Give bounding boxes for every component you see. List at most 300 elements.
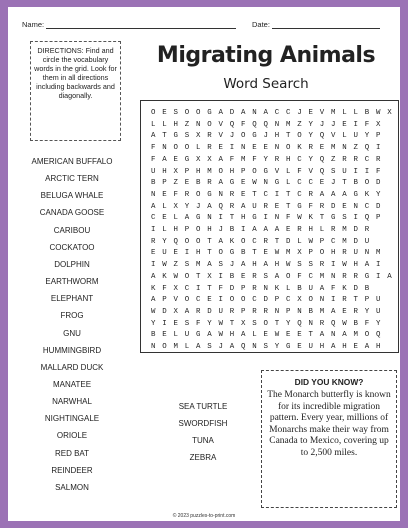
grid-letter[interactable]: N (263, 284, 268, 293)
grid-letter[interactable]: C (274, 109, 280, 117)
grid-letter[interactable]: S (173, 109, 178, 117)
grid-letter[interactable]: H (195, 167, 201, 176)
grid-letter[interactable]: M (342, 226, 347, 234)
grid-letter[interactable]: O (364, 179, 370, 188)
grid-letter[interactable]: N (364, 249, 370, 258)
grid-letter[interactable]: C (184, 284, 190, 293)
grid-letter[interactable]: R (229, 202, 235, 211)
grid-letter[interactable]: I (353, 167, 358, 176)
grid-letter[interactable]: V (218, 132, 223, 141)
grid-letter[interactable]: R (342, 296, 347, 305)
grid-letter[interactable]: W (252, 179, 257, 188)
grid-letter[interactable]: N (263, 179, 268, 188)
grid-letter[interactable]: L (342, 132, 347, 141)
grid-letter[interactable]: E (173, 155, 178, 164)
grid-letter[interactable]: H (173, 226, 178, 234)
grid-letter[interactable]: G (330, 214, 336, 223)
grid-letter[interactable]: F (240, 120, 246, 129)
grid-letter[interactable]: E (240, 179, 246, 188)
grid-letter[interactable]: Q (375, 331, 381, 340)
grid-letter[interactable]: J (218, 343, 223, 351)
grid-letter[interactable]: L (297, 237, 302, 246)
grid-letter[interactable]: T (207, 249, 212, 258)
grid-letter[interactable]: E (342, 120, 347, 129)
grid-letter[interactable]: X (207, 155, 212, 164)
grid-letter[interactable]: G (173, 132, 178, 141)
grid-letter[interactable]: G (364, 272, 370, 281)
grid-letter[interactable]: T (342, 179, 347, 188)
grid-letter[interactable]: F (297, 272, 302, 281)
grid-letter[interactable]: H (207, 226, 212, 234)
grid-letter[interactable]: R (342, 249, 347, 258)
grid-letter[interactable]: T (207, 284, 212, 293)
grid-letter[interactable]: A (387, 272, 392, 281)
grid-letter[interactable]: I (218, 272, 223, 281)
grid-letter[interactable]: C (150, 214, 156, 223)
grid-letter[interactable]: F (150, 144, 156, 153)
grid-letter[interactable]: A (342, 190, 347, 199)
grid-letter[interactable]: X (173, 167, 178, 176)
grid-letter[interactable]: N (330, 331, 336, 340)
grid-letter[interactable]: F (218, 284, 223, 293)
grid-letter[interactable]: G (207, 109, 212, 117)
grid-letter[interactable]: Q (229, 120, 235, 129)
grid-letter[interactable]: A (319, 190, 325, 199)
grid-letter[interactable]: H (274, 132, 280, 141)
grid-letter[interactable]: A (330, 307, 336, 316)
grid-letter[interactable]: X (173, 284, 178, 293)
grid-letter[interactable]: O (195, 190, 201, 199)
grid-letter[interactable]: H (375, 343, 381, 351)
grid-letter[interactable]: F (330, 284, 336, 293)
date-field[interactable] (252, 20, 380, 29)
grid-letter[interactable]: R (252, 284, 257, 293)
grid-letter[interactable]: E (319, 144, 325, 153)
grid-letter[interactable]: U (162, 249, 167, 258)
grid-letter[interactable]: A (274, 226, 280, 234)
grid-letter[interactable]: V (173, 296, 178, 305)
grid-letter[interactable]: V (330, 132, 336, 141)
grid-letter[interactable]: J (229, 132, 235, 141)
grid-letter[interactable]: F (375, 167, 381, 176)
grid-letter[interactable]: E (263, 144, 268, 153)
grid-letter[interactable]: N (218, 190, 223, 199)
grid-letter[interactable]: F (173, 190, 178, 199)
grid-letter[interactable]: F (285, 214, 291, 223)
grid-letter[interactable]: L (162, 202, 167, 211)
grid-letter[interactable]: E (240, 190, 246, 199)
grid-letter[interactable]: U (353, 132, 358, 141)
grid-letter[interactable]: E (162, 190, 167, 199)
grid-letter[interactable]: G (285, 343, 291, 351)
grid-letter[interactable]: A (218, 179, 223, 188)
grid-letter[interactable]: Q (173, 237, 178, 246)
grid-letter[interactable]: F (150, 155, 156, 164)
grid-letter[interactable]: A (240, 261, 246, 270)
grid-letter[interactable]: Q (252, 120, 257, 129)
grid-letter[interactable]: N (150, 190, 156, 199)
grid-letter[interactable]: B (150, 179, 156, 188)
grid-letter[interactable]: O (173, 144, 178, 153)
grid-letter[interactable]: N (342, 144, 347, 153)
grid-letter[interactable]: F (308, 202, 313, 211)
grid-letter[interactable]: E (308, 109, 313, 117)
grid-letter[interactable]: Z (353, 144, 358, 153)
grid-letter[interactable]: A (319, 331, 325, 340)
grid-letter[interactable]: N (274, 120, 280, 129)
grid-letter[interactable]: T (274, 319, 280, 328)
grid-letter[interactable]: U (150, 167, 156, 176)
grid-letter[interactable]: Y (308, 120, 313, 129)
grid-letter[interactable]: G (229, 179, 235, 188)
grid-letter[interactable]: I (162, 319, 167, 328)
grid-letter[interactable]: H (162, 167, 167, 176)
grid-letter[interactable]: D (162, 307, 167, 316)
grid-letter[interactable]: X (173, 202, 178, 211)
grid-letter[interactable]: G (184, 155, 190, 164)
grid-letter[interactable]: C (263, 190, 268, 199)
grid-letter[interactable]: I (375, 261, 381, 270)
grid-letter[interactable]: Y (308, 132, 313, 141)
grid-letter[interactable]: T (308, 331, 313, 340)
grid-letter[interactable]: T (353, 296, 358, 305)
grid-letter[interactable]: E (218, 144, 223, 153)
grid-letter[interactable]: I (330, 261, 336, 270)
grid-letter[interactable]: C (308, 179, 313, 188)
grid-letter[interactable]: X (387, 109, 392, 117)
grid-letter[interactable]: R (195, 307, 201, 316)
grid-letter[interactable]: R (184, 190, 190, 199)
grid-letter[interactable]: U (308, 343, 313, 351)
grid-letter[interactable]: C (252, 237, 257, 246)
grid-letter[interactable]: U (218, 307, 223, 316)
grid-letter[interactable]: P (184, 167, 190, 176)
grid-letter[interactable]: E (285, 331, 291, 340)
grid-letter[interactable]: A (263, 109, 268, 117)
grid-letter[interactable]: A (342, 331, 347, 340)
grid-letter[interactable]: L (195, 144, 201, 153)
grid-letter[interactable]: P (162, 179, 167, 188)
grid-letter[interactable]: W (285, 261, 291, 270)
grid-letter[interactable]: E (162, 331, 167, 340)
grid-letter[interactable]: A (150, 272, 156, 281)
grid-letter[interactable]: F (364, 120, 370, 129)
grid-letter[interactable]: O (218, 249, 223, 258)
grid-letter[interactable]: O (207, 120, 212, 129)
grid-letter[interactable]: G (195, 331, 201, 340)
grid-letter[interactable]: N (353, 202, 358, 211)
grid-letter[interactable]: K (274, 284, 280, 293)
grid-letter[interactable]: N (240, 144, 246, 153)
grid-letter[interactable]: B (297, 284, 302, 293)
grid-letter[interactable]: P (319, 237, 325, 246)
grid-letter[interactable]: V (274, 167, 280, 176)
grid-letter[interactable]: Q (319, 132, 325, 141)
grid-letter[interactable]: D (375, 179, 381, 188)
grid-letter[interactable]: B (353, 319, 358, 328)
grid-letter[interactable]: R (263, 237, 268, 246)
grid-letter[interactable]: P (375, 132, 381, 141)
grid-letter[interactable]: R (319, 319, 325, 328)
grid-letter[interactable]: E (263, 331, 268, 340)
grid-letter[interactable]: R (229, 190, 235, 199)
grid-letter[interactable]: R (330, 226, 336, 234)
grid-letter[interactable]: M (319, 272, 325, 281)
grid-letter[interactable]: U (364, 237, 370, 246)
grid-letter[interactable]: A (150, 296, 156, 305)
grid-letter[interactable]: M (285, 249, 291, 258)
grid-letter[interactable]: R (375, 155, 381, 164)
grid-letter[interactable]: O (285, 144, 291, 153)
grid-letter[interactable]: C (308, 272, 313, 281)
grid-letter[interactable]: I (263, 214, 268, 223)
grid-letter[interactable]: U (252, 202, 257, 211)
grid-letter[interactable]: R (252, 272, 257, 281)
grid-letter[interactable]: R (342, 155, 347, 164)
grid-letter[interactable]: K (308, 214, 313, 223)
grid-letter[interactable]: J (263, 132, 268, 141)
grid-letter[interactable]: V (308, 167, 313, 176)
grid-letter[interactable]: S (218, 261, 223, 270)
grid-letter[interactable]: C (252, 296, 257, 305)
grid-letter[interactable]: H (229, 331, 235, 340)
grid-letter[interactable]: E (162, 109, 167, 117)
name-field[interactable] (22, 20, 236, 29)
grid-letter[interactable]: D (263, 296, 268, 305)
grid-letter[interactable]: A (195, 343, 201, 351)
grid-letter[interactable]: Y (375, 319, 381, 328)
grid-letter[interactable]: A (207, 331, 212, 340)
grid-letter[interactable]: R (353, 272, 358, 281)
grid-letter[interactable]: C (297, 179, 302, 188)
grid-letter[interactable]: F (162, 284, 167, 293)
grid-letter[interactable]: L (184, 343, 190, 351)
grid-letter[interactable]: Q (364, 144, 370, 153)
grid-letter[interactable]: B (195, 179, 201, 188)
grid-letter[interactable]: F (229, 155, 235, 164)
grid-letter[interactable]: O (218, 167, 223, 176)
grid-letter[interactable]: O (364, 331, 370, 340)
grid-letter[interactable]: Q (240, 343, 246, 351)
grid-letter[interactable]: G (195, 214, 201, 223)
grid-letter[interactable]: H (330, 249, 336, 258)
grid-letter[interactable]: T (285, 190, 291, 199)
grid-letter[interactable]: D (229, 284, 235, 293)
grid-letter[interactable]: W (297, 214, 302, 223)
grid-letter[interactable]: G (297, 202, 302, 211)
grid-letter[interactable]: R (308, 190, 313, 199)
grid-letter[interactable]: R (263, 202, 268, 211)
grid-letter[interactable]: G (274, 179, 280, 188)
grid-letter[interactable]: C (285, 109, 291, 117)
grid-letter[interactable]: D (353, 226, 358, 234)
grid-letter[interactable]: O (162, 343, 167, 351)
grid-letter[interactable]: O (308, 296, 313, 305)
grid-letter[interactable]: K (162, 272, 167, 281)
grid-letter[interactable]: I (330, 296, 336, 305)
grid-letter[interactable]: A (263, 261, 268, 270)
grid-letter[interactable]: W (218, 331, 223, 340)
grid-letter[interactable]: E (240, 272, 246, 281)
grid-letter[interactable]: F (297, 167, 302, 176)
grid-letter[interactable]: L (173, 214, 178, 223)
grid-letter[interactable]: C (195, 296, 201, 305)
grid-letter[interactable]: H (342, 343, 347, 351)
grid-letter[interactable]: C (364, 155, 370, 164)
grid-letter[interactable]: D (207, 307, 212, 316)
grid-letter[interactable]: N (150, 343, 156, 351)
grid-letter[interactable]: N (252, 109, 257, 117)
grid-letter[interactable]: C (297, 155, 302, 164)
grid-letter[interactable]: C (330, 237, 336, 246)
grid-letter[interactable]: P (162, 296, 167, 305)
grid-letter[interactable]: O (195, 226, 201, 234)
grid-letter[interactable]: Y (364, 132, 370, 141)
grid-letter[interactable]: J (297, 109, 302, 117)
grid-letter[interactable]: Q (319, 167, 325, 176)
grid-letter[interactable]: A (330, 190, 336, 199)
grid-letter[interactable]: E (353, 343, 358, 351)
grid-letter[interactable]: I (353, 120, 358, 129)
grid-letter[interactable]: I (218, 296, 223, 305)
grid-letter[interactable]: J (218, 226, 223, 234)
grid-letter[interactable]: S (184, 132, 190, 141)
grid-letter[interactable]: F (364, 319, 370, 328)
grid-letter[interactable]: C (297, 190, 302, 199)
grid-letter[interactable]: K (297, 144, 302, 153)
grid-letter[interactable]: D (330, 202, 336, 211)
grid-letter[interactable]: Q (319, 155, 325, 164)
grid-letter[interactable]: R (353, 307, 358, 316)
grid-letter[interactable]: T (252, 249, 257, 258)
grid-letter[interactable]: K (150, 284, 156, 293)
grid-letter[interactable]: M (173, 343, 178, 351)
grid-letter[interactable]: N (195, 120, 201, 129)
grid-letter[interactable]: O (184, 272, 190, 281)
grid-letter[interactable]: W (342, 261, 347, 270)
grid-letter[interactable]: L (173, 331, 178, 340)
grid-letter[interactable]: O (184, 144, 190, 153)
grid-letter[interactable]: H (229, 167, 235, 176)
grid-letter[interactable]: E (150, 249, 156, 258)
grid-letter[interactable]: A (184, 307, 190, 316)
grid-letter[interactable]: E (297, 343, 302, 351)
grid-letter[interactable]: D (353, 284, 358, 293)
grid-letter[interactable]: I (184, 249, 190, 258)
grid-letter[interactable]: T (285, 132, 291, 141)
grid-letter[interactable]: N (330, 272, 336, 281)
grid-letter[interactable]: W (218, 319, 223, 328)
grid-letter[interactable]: O (184, 237, 190, 246)
grid-letter[interactable]: A (184, 214, 190, 223)
grid-letter[interactable]: R (319, 261, 325, 270)
grid-letter[interactable]: Q (263, 120, 268, 129)
grid-letter[interactable]: N (207, 214, 212, 223)
grid-letter[interactable]: L (342, 109, 347, 117)
grid-letter[interactable]: D (375, 202, 381, 211)
grid-letter[interactable]: D (353, 237, 358, 246)
grid-letter[interactable]: Y (364, 307, 370, 316)
grid-letter[interactable]: Y (150, 319, 156, 328)
grid-letter[interactable]: O (297, 132, 302, 141)
grid-letter[interactable]: R (207, 179, 212, 188)
grid-letter[interactable]: R (252, 307, 257, 316)
grid-letter[interactable]: S (184, 261, 190, 270)
grid-letter[interactable]: Z (173, 261, 178, 270)
grid-letter[interactable]: G (353, 190, 358, 199)
grid-letter[interactable]: K (342, 284, 347, 293)
grid-letter[interactable]: X (207, 272, 212, 281)
grid-letter[interactable]: A (229, 343, 235, 351)
grid-letter[interactable]: A (274, 272, 280, 281)
grid-letter[interactable]: R (297, 226, 302, 234)
grid-letter[interactable]: W (150, 307, 156, 316)
grid-letter[interactable]: L (150, 120, 156, 129)
grid-letter[interactable]: R (207, 132, 212, 141)
grid-letter[interactable]: A (252, 226, 257, 234)
grid-letter[interactable]: G (252, 214, 257, 223)
grid-letter[interactable]: A (364, 343, 370, 351)
grid-letter[interactable]: R (150, 237, 156, 246)
grid-letter[interactable]: U (375, 296, 381, 305)
grid-letter[interactable]: I (353, 214, 358, 223)
grid-letter[interactable]: K (229, 237, 235, 246)
grid-letter[interactable]: S (263, 272, 268, 281)
grid-letter[interactable]: N (274, 214, 280, 223)
grid-letter[interactable]: O (285, 272, 291, 281)
grid-letter[interactable]: A (207, 261, 212, 270)
grid-letter[interactable]: P (240, 307, 246, 316)
grid-letter[interactable]: U (184, 331, 190, 340)
grid-letter[interactable]: B (364, 109, 370, 117)
grid-letter[interactable]: W (375, 109, 381, 117)
grid-letter[interactable]: E (162, 214, 167, 223)
grid-letter[interactable]: A (218, 109, 223, 117)
grid-letter[interactable]: D (285, 237, 291, 246)
grid-letter[interactable]: Q (297, 319, 302, 328)
grid-letter[interactable]: M (285, 120, 291, 129)
grid-letter[interactable]: B (364, 284, 370, 293)
grid-letter[interactable]: Y (308, 155, 313, 164)
grid-letter[interactable]: T (195, 272, 201, 281)
grid-letter[interactable]: B (150, 331, 156, 340)
grid-letter[interactable]: P (240, 284, 246, 293)
grid-letter[interactable]: S (330, 167, 336, 176)
grid-letter[interactable]: I (195, 284, 201, 293)
grid-letter[interactable]: E (263, 249, 268, 258)
grid-letter[interactable]: P (364, 296, 370, 305)
grid-letter[interactable]: X (173, 307, 178, 316)
grid-letter[interactable]: W (274, 331, 280, 340)
grid-letter[interactable]: V (319, 109, 325, 117)
grid-letter[interactable]: T (319, 214, 325, 223)
grid-letter[interactable]: L (285, 167, 291, 176)
grid-letter[interactable]: T (274, 237, 280, 246)
grid-letter[interactable]: X (195, 132, 201, 141)
grid-letter[interactable]: Y (162, 237, 167, 246)
grid-letter[interactable]: R (364, 226, 370, 234)
grid-letter[interactable]: B (240, 249, 246, 258)
grid-letter[interactable]: P (375, 214, 381, 223)
grid-letter[interactable]: A (162, 155, 167, 164)
grid-letter[interactable]: Z (173, 179, 178, 188)
grid-letter[interactable]: Q (218, 202, 223, 211)
grid-letter[interactable]: N (252, 343, 257, 351)
grid-letter[interactable]: J (330, 179, 336, 188)
grid-letter[interactable]: X (195, 155, 201, 164)
grid-letter[interactable]: E (207, 296, 212, 305)
grid-letter[interactable]: A (319, 284, 325, 293)
